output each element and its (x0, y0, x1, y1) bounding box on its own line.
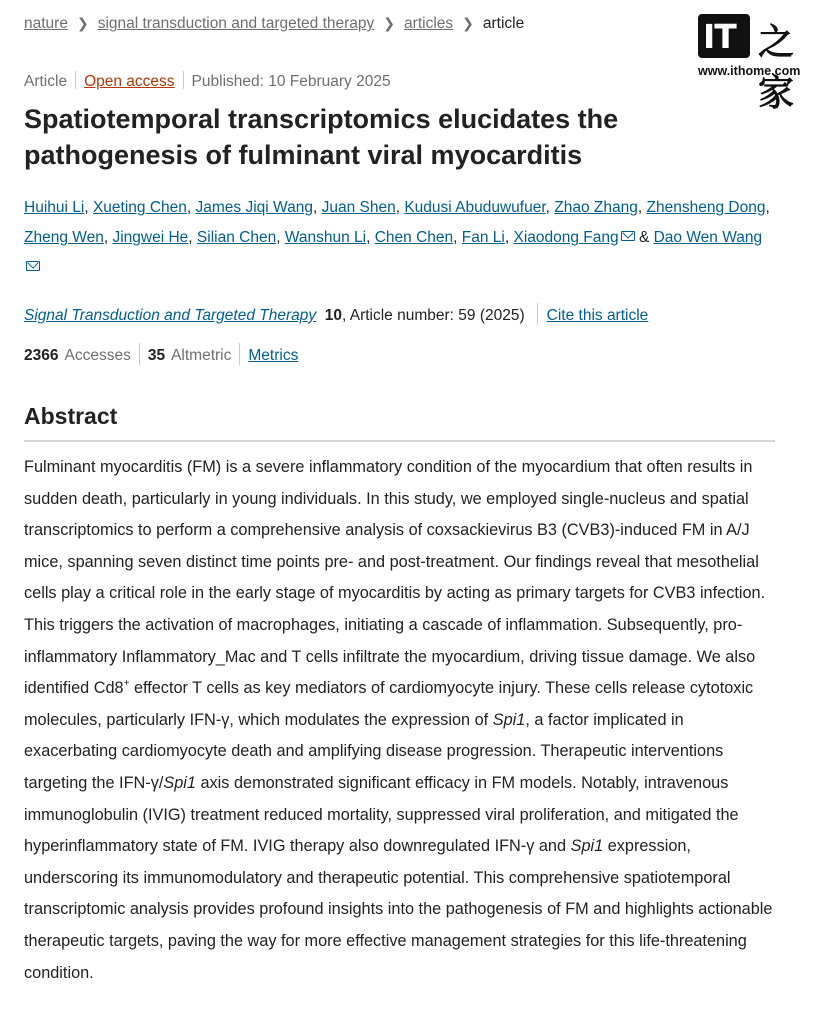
author-link[interactable]: Chen Chen (374, 229, 454, 246)
author-link[interactable]: Juan Shen (321, 199, 396, 216)
author-list: Huihui Li, Xueting Chen, James Jiqi Wang, Juan Shen, Kudusi Abuduwufuer, Zhao Zhang, Zhensheng Dong, Zheng Wen, Jingwei He, Silian Chen, Wanshun Li, Chen Chen, Fan Li, Xiaodong Fang & Dao Wen Wang (24, 193, 784, 283)
page-title: Spatiotemporal transcriptomics elucidates the pathogenesis of fulminant viral myocarditis (24, 104, 619, 170)
open-access-link[interactable]: Open access (84, 73, 175, 90)
metrics-link[interactable]: Metrics (248, 347, 299, 364)
author-link[interactable]: Wanshun Li (284, 229, 367, 246)
divider (239, 343, 240, 365)
chevron-right-icon: ❯ (76, 15, 89, 31)
author-link[interactable]: Huihui Li (24, 199, 85, 216)
author-link[interactable]: James Jiqi Wang (195, 199, 313, 216)
divider (537, 303, 538, 325)
breadcrumb (24, 15, 524, 33)
altmetric-count: 35 (147, 347, 166, 364)
author-link[interactable]: Kudusi Abuduwufuer (404, 199, 546, 216)
author-link[interactable]: Xueting Chen (92, 199, 187, 216)
author-link[interactable]: Jingwei He (112, 229, 189, 246)
accesses-count: 2366 (24, 347, 59, 364)
abstract-divider (24, 440, 775, 442)
author-link[interactable]: Zhao Zhang (554, 199, 638, 216)
journal-link[interactable]: Signal Transduction and Targeted Therapy (24, 307, 317, 324)
article-type: Article (24, 73, 68, 90)
ithome-logo-char: 之家 (758, 22, 795, 114)
cite-article-link[interactable]: Cite this article (546, 307, 649, 324)
ithome-watermark (698, 14, 810, 114)
accesses-label: Accesses (64, 347, 131, 364)
journal-info (24, 303, 648, 325)
email-icon[interactable] (26, 261, 40, 271)
email-icon[interactable] (621, 231, 635, 241)
author-link[interactable]: Fan Li (461, 229, 505, 246)
abstract-text: Fulminant myocarditis (FM) is a severe inflammatory condition of the myocardium that often results in sudden death, particularly in young individuals. In this study, we employed single-nucleus and spatial transcriptomics to perform a comprehensive analysis of coxsackievirus B3 (CVB3)-induced FM in A/J mice, spanning seven distinct time points pre- and post-treatment. Our findings reveal that mesothelial cells play a critical role in the early stage of myocarditis by acting as primary targets for CVB3 infection. This triggers the activation of macrophages, initiating a cascade of inflammation. Subsequently, pro-inflammatory Inflammatory_Mac and T cells infiltrate the myocardium, driving tissue damage. We also identified Cd8+ effector T cells as key mediators of cardiomyocyte injury. These cells release cytotoxic molecules, particularly IFN-γ, which modulates the expression of Spi1, a factor implicated in exacerbating cardiomyocyte death and amplifying disease progression. Therapeutic interventions targeting the IFN-γ/Spi1 axis demonstrated significant efficacy in FM models. Notably, intravenous immunoglobulin (IVIG) treatment reduced mortality, suppressed viral proliferation, and mitigated the hyperinflammatory state of FM. IVIG therapy also downregulated IFN-γ and Spi1 expression, underscoring its immunomodulatory and therapeutic potential. This comprehensive spatiotemporal transcriptomic analysis provides profound insights into the pathogenesis of FM and highlights actionable therapeutic targets, paving the way for more effective management strategies for this life-threatening condition. (24, 458, 773, 982)
author-link[interactable]: Dao Wen Wang (653, 229, 763, 246)
chevron-right-icon: ❯ (462, 15, 474, 31)
author-link[interactable]: Xiaodong Fang (513, 229, 619, 246)
ithome-url: www.ithome.com (698, 64, 801, 78)
author-link[interactable]: Zheng Wen (24, 229, 104, 246)
breadcrumb-nature[interactable]: nature (24, 15, 68, 32)
ithome-logo-icon: IT (698, 14, 750, 58)
journal-volume: 10 (324, 307, 342, 324)
article-metrics (24, 343, 298, 365)
published-date: Published: 10 February 2025 (191, 73, 391, 90)
author-link[interactable]: Silian Chen (196, 229, 277, 246)
author-link[interactable]: Zhensheng Dong (646, 199, 766, 216)
divider (183, 71, 184, 89)
divider (139, 343, 140, 365)
altmetric-label: Altmetric (171, 347, 232, 364)
article-number: , Article number: 59 (2025) (341, 307, 525, 324)
breadcrumb-current: article (482, 15, 525, 32)
article-meta (24, 71, 391, 91)
abstract-heading: Abstract (24, 403, 118, 429)
chevron-right-icon: ❯ (383, 15, 396, 31)
divider (75, 71, 76, 89)
breadcrumb-journal[interactable]: signal transduction and targeted therapy (97, 15, 375, 32)
breadcrumb-articles[interactable]: articles (404, 15, 454, 32)
